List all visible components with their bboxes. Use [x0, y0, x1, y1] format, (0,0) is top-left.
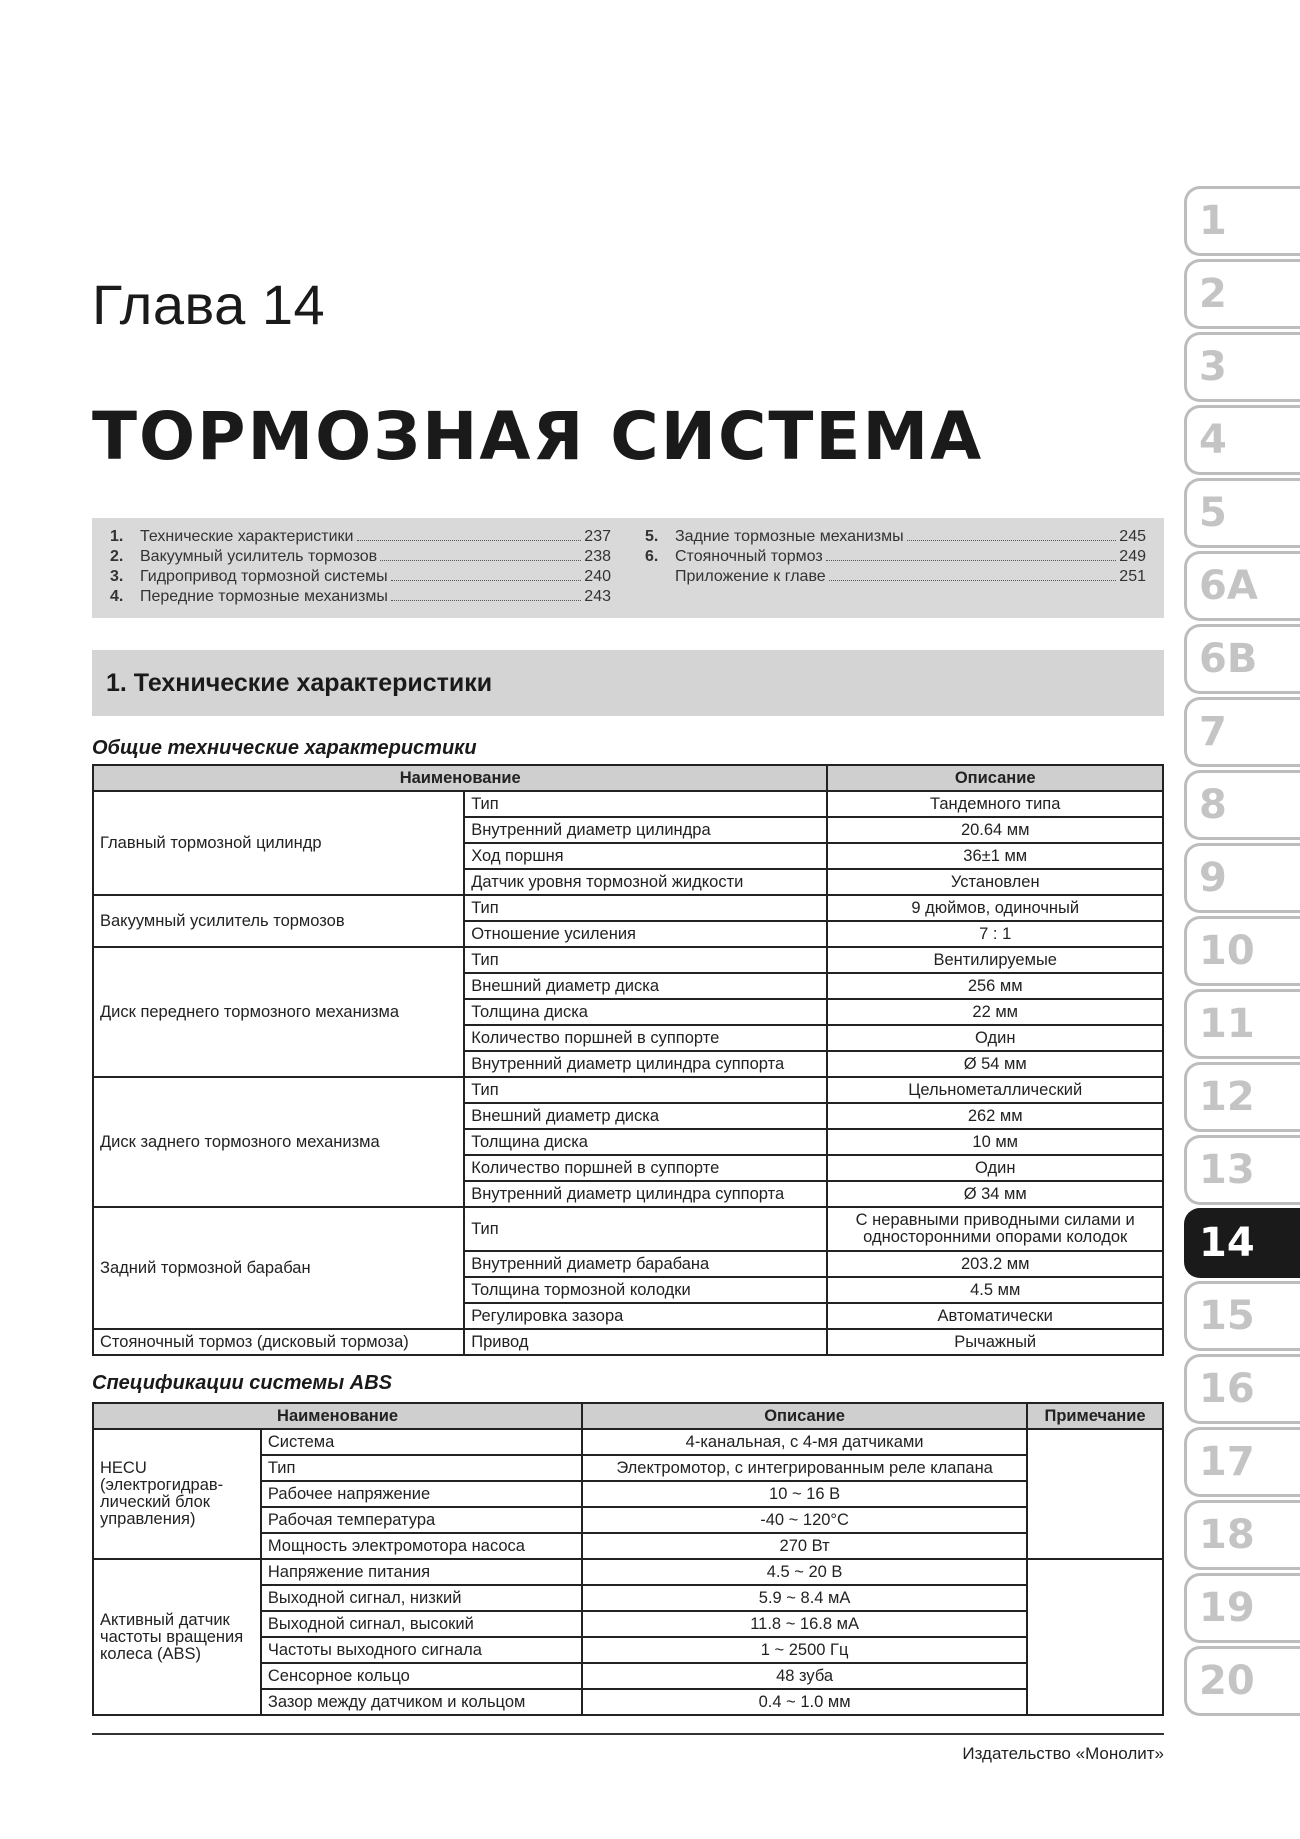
col-name-header: Наименование: [93, 1403, 582, 1429]
table-row: [93, 895, 1163, 921]
param-cell: Тип: [464, 791, 827, 817]
param-cell: Отношение усиления: [464, 921, 827, 947]
value-cell: Электромотор, с интегрированным реле клапана: [582, 1455, 1027, 1481]
value-cell: -40 ~ 120°С: [582, 1507, 1027, 1533]
footer-divider: [92, 1733, 1164, 1735]
toc-leader-dots: [380, 560, 581, 561]
value-cell: Автоматически: [827, 1303, 1163, 1329]
chapter-tab-6a[interactable]: 6A: [1184, 551, 1300, 621]
chapter-tab-14[interactable]: 14: [1184, 1208, 1300, 1278]
param-cell: Датчик уровня тормозной жидкости: [464, 869, 827, 895]
param-cell: Рабочая температура: [261, 1507, 582, 1533]
chapter-tab-5[interactable]: 5: [1184, 478, 1300, 548]
toc-number: 4.: [110, 588, 124, 605]
toc-entry[interactable]: [110, 527, 611, 547]
toc-page-number: 237: [584, 528, 611, 545]
param-cell: Тип: [464, 947, 827, 973]
toc-column-right: [645, 527, 1146, 609]
chapter-tab-15[interactable]: 15: [1184, 1281, 1300, 1351]
toc-title: Передние тормозные механизмы: [140, 588, 388, 605]
param-cell: Мощность электромотора насоса: [261, 1533, 582, 1559]
table-row: [93, 1207, 1163, 1251]
param-cell: Рабочее напряжение: [261, 1481, 582, 1507]
col-desc-header: Описание: [582, 1403, 1027, 1429]
value-cell: Вентилируемые: [827, 947, 1163, 973]
chapter-tab-10[interactable]: 10: [1184, 916, 1300, 986]
table-header-row: [93, 1403, 1163, 1429]
toc-page-number: 249: [1119, 548, 1146, 565]
param-cell: Привод: [464, 1329, 827, 1355]
toc-number: 3.: [110, 568, 124, 585]
param-cell: Тип: [261, 1455, 582, 1481]
chapter-tab-6b[interactable]: 6B: [1184, 624, 1300, 694]
value-cell: 270 Вт: [582, 1533, 1027, 1559]
table-row: [93, 947, 1163, 973]
chapter-tab-2[interactable]: 2: [1184, 259, 1300, 329]
value-cell: Установлен: [827, 869, 1163, 895]
toc-leader-dots: [391, 580, 582, 581]
note-cell: [1027, 1429, 1163, 1559]
param-cell: Частоты выходного сигнала: [261, 1637, 582, 1663]
group-name-cell: Стояночный тормоз (дисковый тормоза): [93, 1329, 464, 1355]
general-specs-heading: Общие технические характеристики: [92, 737, 477, 759]
toc-entry[interactable]: [645, 527, 1146, 547]
abs-specs-heading: Спецификации системы ABS: [92, 1372, 393, 1394]
chapter-tab-12[interactable]: 12: [1184, 1062, 1300, 1132]
chapter-tab-11[interactable]: 11: [1184, 989, 1300, 1059]
group-name-cell: Главный тормозной цилиндр: [93, 791, 464, 895]
chapter-tab-7[interactable]: 7: [1184, 697, 1300, 767]
toc-title: Задние тормозные механизмы: [675, 528, 904, 545]
col-desc-header: Описание: [827, 765, 1163, 791]
value-cell: 48 зуба: [582, 1663, 1027, 1689]
param-cell: Внутренний диаметр цилиндра: [464, 817, 827, 843]
value-cell: 256 мм: [827, 973, 1163, 999]
group-name-cell: Задний тормозной барабан: [93, 1207, 464, 1329]
table-row: [93, 1429, 1163, 1455]
toc-entry[interactable]: [110, 547, 611, 567]
value-cell: 10 мм: [827, 1129, 1163, 1155]
value-cell: 203.2 мм: [827, 1251, 1163, 1277]
value-cell: 20.64 мм: [827, 817, 1163, 843]
chapter-tab-19[interactable]: 19: [1184, 1573, 1300, 1643]
abs-specs-table: [92, 1402, 1164, 1716]
param-cell: Толщина диска: [464, 1129, 827, 1155]
value-cell: 4.5 мм: [827, 1277, 1163, 1303]
param-cell: Сенсорное кольцо: [261, 1663, 582, 1689]
table-row: [93, 1329, 1163, 1355]
value-cell: 36±1 мм: [827, 843, 1163, 869]
value-cell: 262 мм: [827, 1103, 1163, 1129]
section-heading: 1. Технические характеристики: [92, 650, 1164, 716]
param-cell: Внутренний диаметр цилиндра суппорта: [464, 1051, 827, 1077]
value-cell: Один: [827, 1025, 1163, 1051]
publisher-label: Издательство «Монолит»: [962, 1744, 1164, 1763]
table-row: [93, 1559, 1163, 1585]
group-name-cell: Диск переднего тормозного механизма: [93, 947, 464, 1077]
value-cell: Один: [827, 1155, 1163, 1181]
table-header-row: [93, 765, 1163, 791]
param-cell: Регулировка зазора: [464, 1303, 827, 1329]
param-cell: Тип: [464, 1077, 827, 1103]
toc-title: Вакуумный усилитель тормозов: [140, 548, 378, 565]
chapter-tabs: [1184, 186, 1300, 1719]
value-cell: 7 : 1: [827, 921, 1163, 947]
toc-number: 6.: [645, 548, 659, 565]
value-cell: 11.8 ~ 16.8 мА: [582, 1611, 1027, 1637]
value-cell: 0.4 ~ 1.0 мм: [582, 1689, 1027, 1715]
col-name-header: Наименование: [93, 765, 827, 791]
toc-title: Приложение к главе: [675, 568, 826, 585]
page-title: ТОРМОЗНАЯ СИСТЕМА: [92, 398, 984, 475]
toc-page-number: 243: [584, 588, 611, 605]
param-cell: Ход поршня: [464, 843, 827, 869]
param-cell: Тип: [464, 1207, 827, 1251]
value-cell: Тандемного типа: [827, 791, 1163, 817]
group-name-cell: Диск заднего тормозного механизма: [93, 1077, 464, 1207]
chapter-tab-13[interactable]: 13: [1184, 1135, 1300, 1205]
toc-entry[interactable]: [110, 567, 611, 587]
toc-page-number: 251: [1119, 568, 1146, 585]
toc-page-number: 245: [1119, 528, 1146, 545]
toc-number: 2.: [110, 548, 124, 565]
col-note-header: Примечание: [1027, 1403, 1163, 1429]
value-cell: 1 ~ 2500 Гц: [582, 1637, 1027, 1663]
note-cell: [1027, 1559, 1163, 1715]
chapter-label: Глава 14: [92, 273, 326, 336]
value-cell: 10 ~ 16 В: [582, 1481, 1027, 1507]
table-row: [93, 1077, 1163, 1103]
toc-title: Гидропривод тормозной системы: [140, 568, 388, 585]
param-cell: Внутренний диаметр цилиндра суппорта: [464, 1181, 827, 1207]
group-name-cell: Активный датчик частоты вращения колеса (ABS): [93, 1559, 261, 1715]
toc-column-left: [110, 527, 611, 609]
param-cell: Выходной сигнал, высокий: [261, 1611, 582, 1637]
toc-leader-dots: [907, 540, 1117, 541]
value-cell: Ø 34 мм: [827, 1181, 1163, 1207]
chapter-tab-9[interactable]: 9: [1184, 843, 1300, 913]
toc-leader-dots: [829, 580, 1117, 581]
value-cell: Рычажный: [827, 1329, 1163, 1355]
param-cell: Напряжение питания: [261, 1559, 582, 1585]
chapter-tab-4[interactable]: 4: [1184, 405, 1300, 475]
toc-number: 5.: [645, 528, 659, 545]
group-name-cell: HECU (электрогидрав-лический блок управления): [93, 1429, 261, 1559]
toc-leader-dots: [357, 540, 582, 541]
value-cell: Цельнометаллический: [827, 1077, 1163, 1103]
value-cell: 9 дюймов, одиночный: [827, 895, 1163, 921]
param-cell: Толщина диска: [464, 999, 827, 1025]
value-cell: 4-канальная, с 4-мя датчиками: [582, 1429, 1027, 1455]
param-cell: Внутренний диаметр барабана: [464, 1251, 827, 1277]
toc-title: Технические характеристики: [140, 528, 354, 545]
param-cell: Система: [261, 1429, 582, 1455]
toc-entry[interactable]: [645, 547, 1146, 567]
chapter-tab-16[interactable]: 16: [1184, 1354, 1300, 1424]
value-cell: С неравными приводными силами и односторонними опорами колодок: [827, 1207, 1163, 1251]
chapter-tab-18[interactable]: 18: [1184, 1500, 1300, 1570]
value-cell: 4.5 ~ 20 В: [582, 1559, 1027, 1585]
toc-entry[interactable]: [110, 587, 611, 607]
table-row: [93, 791, 1163, 817]
param-cell: Количество поршней в суппорте: [464, 1025, 827, 1051]
param-cell: Тип: [464, 895, 827, 921]
toc-leader-dots: [826, 560, 1117, 561]
value-cell: 22 мм: [827, 999, 1163, 1025]
param-cell: Внешний диаметр диска: [464, 973, 827, 999]
general-specs-table: [92, 764, 1164, 1356]
param-cell: Зазор между датчиком и кольцом: [261, 1689, 582, 1715]
table-of-contents: [92, 518, 1164, 618]
param-cell: Количество поршней в суппорте: [464, 1155, 827, 1181]
toc-number: 1.: [110, 528, 124, 545]
toc-leader-dots: [391, 600, 581, 601]
chapter-tab-8[interactable]: 8: [1184, 770, 1300, 840]
chapter-tab-17[interactable]: 17: [1184, 1427, 1300, 1497]
chapter-tab-20[interactable]: 20: [1184, 1646, 1300, 1716]
group-name-cell: Вакуумный усилитель тормозов: [93, 895, 464, 947]
toc-title: Стояночный тормоз: [675, 548, 823, 565]
toc-page-number: 240: [584, 568, 611, 585]
param-cell: Толщина тормозной колодки: [464, 1277, 827, 1303]
chapter-tab-3[interactable]: 3: [1184, 332, 1300, 402]
value-cell: Ø 54 мм: [827, 1051, 1163, 1077]
toc-entry[interactable]: [645, 567, 1146, 587]
toc-page-number: 238: [584, 548, 611, 565]
chapter-tab-1[interactable]: 1: [1184, 186, 1300, 256]
param-cell: Выходной сигнал, низкий: [261, 1585, 582, 1611]
value-cell: 5.9 ~ 8.4 мА: [582, 1585, 1027, 1611]
param-cell: Внешний диаметр диска: [464, 1103, 827, 1129]
